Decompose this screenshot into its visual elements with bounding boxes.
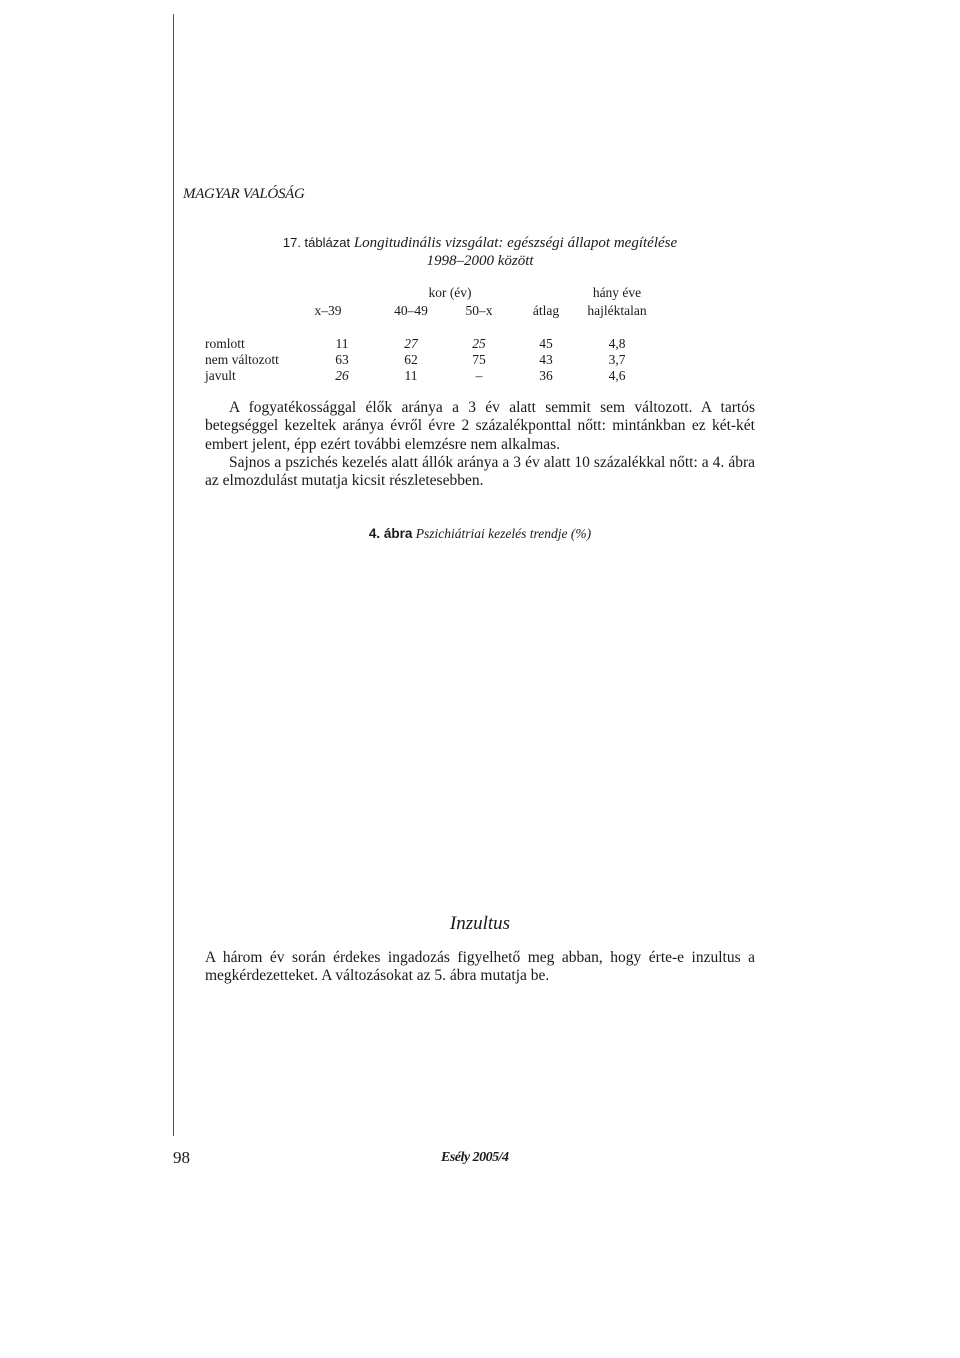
table-cell: 4,6 — [608, 368, 626, 383]
years-homeless-header: hány éve — [592, 285, 642, 300]
table-cell: 3,7 — [608, 352, 626, 367]
row-label: romlott — [205, 336, 245, 351]
body-text-block — [205, 949, 755, 986]
column-header: x–39 — [314, 303, 342, 318]
margin-rule — [173, 14, 174, 1136]
footer-journal: Esély 2005/4 — [441, 1150, 509, 1165]
table-cell: 43 — [539, 352, 553, 367]
body-text-block — [205, 399, 755, 490]
table-cell: 45 — [539, 336, 553, 351]
paragraph: Sajnos a pszichés kezelés alatt állók aránya a 3 év alatt 10 százalékkal nőtt: a 4. ábra az elmozdulást mutatja kicsit részletesebben. — [205, 453, 755, 490]
table-title-period: 1998–2000 között — [426, 253, 534, 269]
paragraph: A fogyatékossággal élők aránya a 3 év alatt semmit sem változott. A tartós betegséggel kezeltek aránya évről évre 2 százalékponttal nőtt: mintánkban ez két-két embert jelent, épp ezért további elemzésre nem alkalmas. — [205, 399, 755, 453]
table-caption — [205, 234, 755, 270]
table-cell: 62 — [404, 352, 418, 367]
table-cell: 27 — [404, 336, 418, 351]
table-cell: 75 — [472, 352, 486, 367]
figure-label: 4. ábra — [368, 526, 413, 541]
column-header: 50–x — [465, 303, 493, 318]
column-header: átlag — [532, 303, 560, 318]
table-cell: 4,8 — [608, 336, 626, 351]
paragraph: A három év során érdekes ingadozás figyelhető meg abban, hogy érte-e inzultus a megkérdezetteket. A változásokat az 5. ábra mutatja be. — [205, 949, 755, 985]
section-title: Inzultus — [449, 913, 511, 934]
row-label: javult — [205, 368, 236, 383]
figure-title: Pszichiátriai kezelés trendje (%) — [415, 526, 592, 541]
table-cell: 25 — [472, 336, 486, 351]
table-cell: 11 — [335, 336, 349, 351]
age-group-header: kor (év) — [428, 285, 472, 300]
table-title: Longitudinális vizsgálat: egészségi állapot megítélése — [353, 235, 678, 251]
table-cell: 63 — [335, 352, 349, 367]
column-header: hajléktalan — [587, 303, 647, 318]
table-label: 17. táblázat — [282, 235, 351, 250]
column-header: 40–49 — [394, 303, 428, 318]
table-cell: – — [475, 368, 483, 383]
table-cell: 26 — [335, 368, 349, 383]
page-number: 98 — [173, 1148, 190, 1167]
table-cell: 11 — [404, 368, 418, 383]
figure-caption — [205, 526, 755, 542]
table-cell: 36 — [539, 368, 553, 383]
running-head: MAGYAR VALÓSÁG — [183, 186, 305, 202]
row-label: nem változott — [205, 352, 279, 367]
